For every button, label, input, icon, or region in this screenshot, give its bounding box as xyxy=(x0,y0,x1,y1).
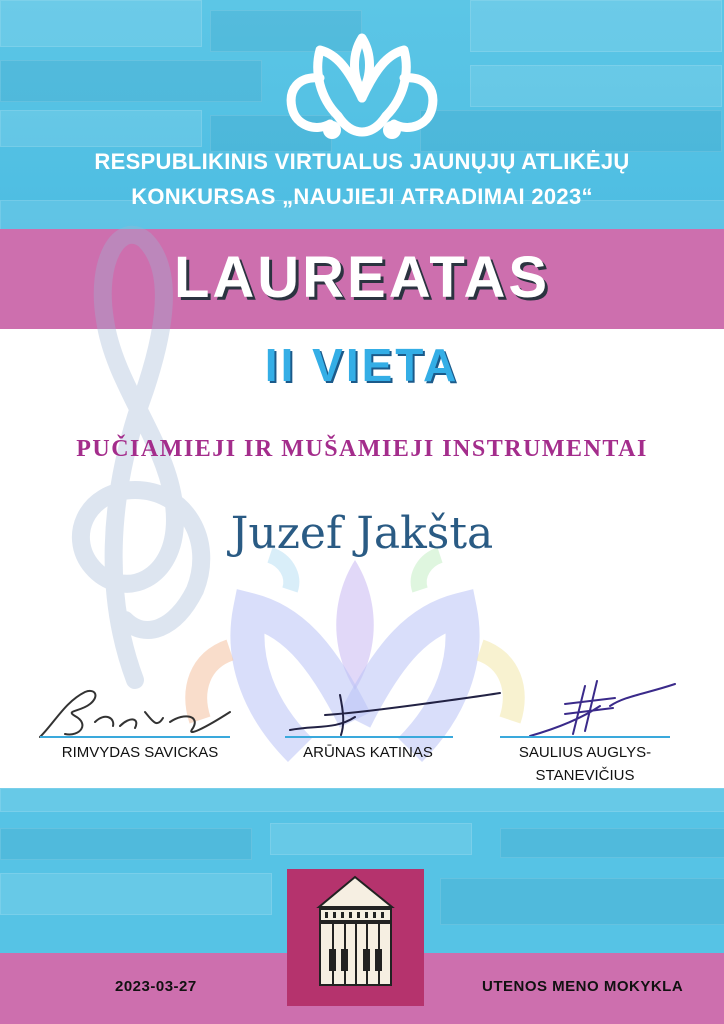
background-tile xyxy=(0,60,262,102)
background-tile xyxy=(500,828,724,858)
music-school-building-icon xyxy=(287,869,424,1006)
background-tile xyxy=(420,110,722,152)
signature-1-image xyxy=(35,682,235,742)
signature-3-name-line1: SAULIUS AUGLYS- xyxy=(518,744,652,761)
signature-3-name-line2: STANEVIČIUS xyxy=(535,767,635,784)
lotus-music-logo-icon xyxy=(280,28,445,146)
signature-3-name xyxy=(500,741,670,787)
signature-2-image xyxy=(285,685,505,740)
background-tile xyxy=(440,878,724,925)
footer-date: 2023-03-27 xyxy=(115,978,197,995)
signature-1-line xyxy=(40,736,230,738)
contest-title-line1: RESPUBLIKINIS VIRTUALUS JAUNŲJŲ ATLIKĖJŲ xyxy=(94,149,630,174)
signature-2-name: ARŪNAS KATINAS xyxy=(303,744,433,761)
signature-3-line xyxy=(500,736,670,738)
award-place: II VIETA xyxy=(264,339,460,391)
background-tile xyxy=(0,110,202,147)
contest-title-line2: KONKURSAS „NAUJIEJI ATRADIMAI 2023“ xyxy=(131,184,593,209)
background-tile xyxy=(0,788,724,812)
background-tile xyxy=(0,0,202,47)
award-title: LAUREATAS xyxy=(173,245,551,310)
recipient-name: Juzef Jakšta xyxy=(230,508,494,559)
signature-1-name: RIMVYDAS SAVICKAS xyxy=(61,744,219,761)
award-category: PUČIAMIEJI IR MUŠAMIEJI INSTRUMENTAI xyxy=(76,436,648,462)
background-tile xyxy=(470,65,722,107)
footer-school-name: UTENOS MENO MOKYKLA xyxy=(482,978,684,995)
signature-2-line xyxy=(285,736,453,738)
signature-3-image xyxy=(525,676,685,741)
header-banner xyxy=(0,0,724,230)
background-tile xyxy=(0,828,252,860)
background-tile xyxy=(270,823,472,855)
background-tile xyxy=(0,873,272,915)
background-tile xyxy=(470,0,722,52)
